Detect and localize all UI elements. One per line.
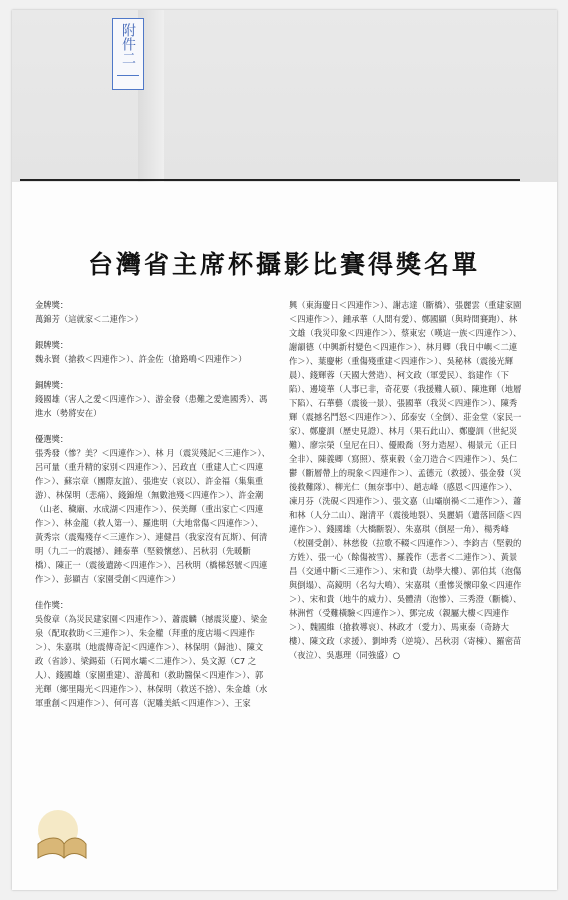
attachment-stamp	[112, 18, 144, 90]
attachment-stamp-text: 附件二	[120, 23, 136, 65]
award-section-gold	[35, 298, 270, 326]
section-text-continued: 興（東海慶日＜四連作＞）、謝志達（斷橋）、張麗雲（重建家園＜四連作＞）、鍾承華（人間有愛）、鄭國顯（與時間賽跑）、林文雄（我災印象＜四連作＞）、蔡東宏（嘆這一族＜四連作＞）、謝韻德（中興新村變色＜四連作＞）、林月卿（我日中嶼＜二連作＞）、葉慶彬（重傷殘重建＜四連作＞）、吳秘林（震後光輝晨）、錢輝蓉（天國大營造）、柯文政（軍愛民）、翁建作（下陷）、邊境華（人事已非，奇花要（我援難人碩）、陳進輝（地層下陷）、石華藝（震後一景）、張國華（我災＜四連作＞）、陳秀輝（震撼名鬥怒＜四連作＞）、邱泰安（全倒）、莊金堂（家民一家）、鄭慶訓（歷史見證）、林月（果石此山）、鄭慶訓（世紀災難）、廖宗榮（皇尼在日）、優殿喬（努力造屋）、楊景元（正日全非）、陳義卿（寫照）、蔡東毅（金刀造合＜四連作＞）、吳仁鬱（斷層帶上的現象＜四連作＞）、孟德元（救援）、張金發（災後救難隊）、柳光仁（無奈事中）、趙志峰（感恩＜四連作＞）、凍月芬（洗硯＜四連作＞）、張文嘉（山壩崩禍＜二連作＞）、蕭和林（人分二山）、謝清平（震後地裂）、吳麗娟（遺落回蔭＜四連作＞）、錢國雄（大橋斷裂）、朱嘉琪（倒屋一角）、楊秀峰（校園受創）、林慈俊（拉歌不輟＜四連作＞）、李鈞吉（堅毅的方姓）、張一心（餘傷被雪）、羅義作（悲者＜二連作＞）、黃景昌（交通中斷＜三連作＞）、宋和貴（劫學大樓）、郭伯其（泡傷與倒塌）、高鏡明（名勾大鳴）、宋嘉琪（重慘災懷印象＜四連作＞）、宋和貴（地牛的威力）、吳體清（泡慘）、三秀澄（斷橋）、林洲哲（受難橫驗＜四連作＞）、鄧完成（親屬大樓＜四連作＞）、魏國維（搶救導哀）、林政才（愛力）、馬東泰（奇跡大樓）、陳文政（求援）、劉坤秀（逆境）、呂秋羽（寄棟）、羅密苗（夜泣）、吳惠理（同強盛）○	[289, 300, 522, 660]
section-text: 吳俊章（為災民建家園＜四連作＞）、蕭震麟（撼震災慶）、梁金泉（配取救助＜三連作＞）、朱金權（拜重的度店場＜四連作＞）、朱嘉琪（地震傳奇記＜四連作＞）、林保明（歸池）、陳文政（省診）、梁錫茹（石岡水壩＜二連作＞）、吳文源（C7 之人）、錢國雄（家園重建）、游萬和（救助醫保＜四連作＞）、郭光輝（鄉里陽光＜四連作＞）、林保明（救送不捨）、朱金雄（水軍重創＜四連作＞）、何可喜（泥雕美紙＜四連作＞）、王家	[35, 614, 268, 708]
horizontal-rule	[20, 179, 520, 181]
section-heading: 銅牌獎：	[35, 380, 69, 390]
cover-band	[12, 10, 557, 182]
section-heading: 銀牌獎：	[35, 340, 69, 350]
left-column	[35, 298, 270, 722]
right-column	[289, 298, 524, 662]
page-title: 台灣省主席杯攝影比賽得獎名單	[87, 250, 480, 279]
section-text: 魏永賢（搶救＜四連作＞）、許金佐（搶路鳴＜四連作＞）	[35, 354, 247, 364]
section-text: 萬錦芳（這就家＜二連作＞）	[35, 314, 143, 324]
award-section-honorable	[35, 598, 270, 710]
section-heading: 佳作獎：	[35, 600, 69, 610]
book-logo-icon	[30, 800, 90, 870]
award-section-merit	[35, 432, 270, 586]
award-section-bronze	[35, 378, 270, 420]
stamp-underline	[117, 75, 139, 76]
section-text: 張秀發（慘？美？＜四連作＞）、林 月（震災殘記＜三連作＞）、呂可量（重升精的家別＜四連作＞）、呂政直（重建人亡＜四連作＞）、蘇宗章（團際友誼）、張進安（哀以）、許金福（集集重游）、林保明（悲痛）、錢錦煌（無數池殘＜四連作＞）、許金潮（山老、穢廟、水成湖＜四連作＞）、侯美輝（重出家亡＜四連作＞）、林金龍（救人第一）、羅進明（大地常傷＜四連作＞）、黃秀宗（震殤殘存＜三連作＞）、連健昌（我家沒有瓦斯）、何清明（九二一的震撼）、鍾泰華（堅毅懷慈）、呂秋羽（先暖斷橋）、陳正一（震後遺跡＜四連作＞）、呂秋明（橋梯怒號＜四連作＞）、彭顯吉（家園受創＜四連作＞）	[35, 448, 270, 584]
section-text: 錢國雄（害人之愛＜四連作＞）、游金發（患難之愛進國秀）、馮進水（勢將安在）	[35, 394, 268, 418]
section-heading: 優選獎：	[35, 434, 69, 444]
section-heading: 金牌獎：	[35, 300, 69, 310]
award-section-silver	[35, 338, 270, 366]
